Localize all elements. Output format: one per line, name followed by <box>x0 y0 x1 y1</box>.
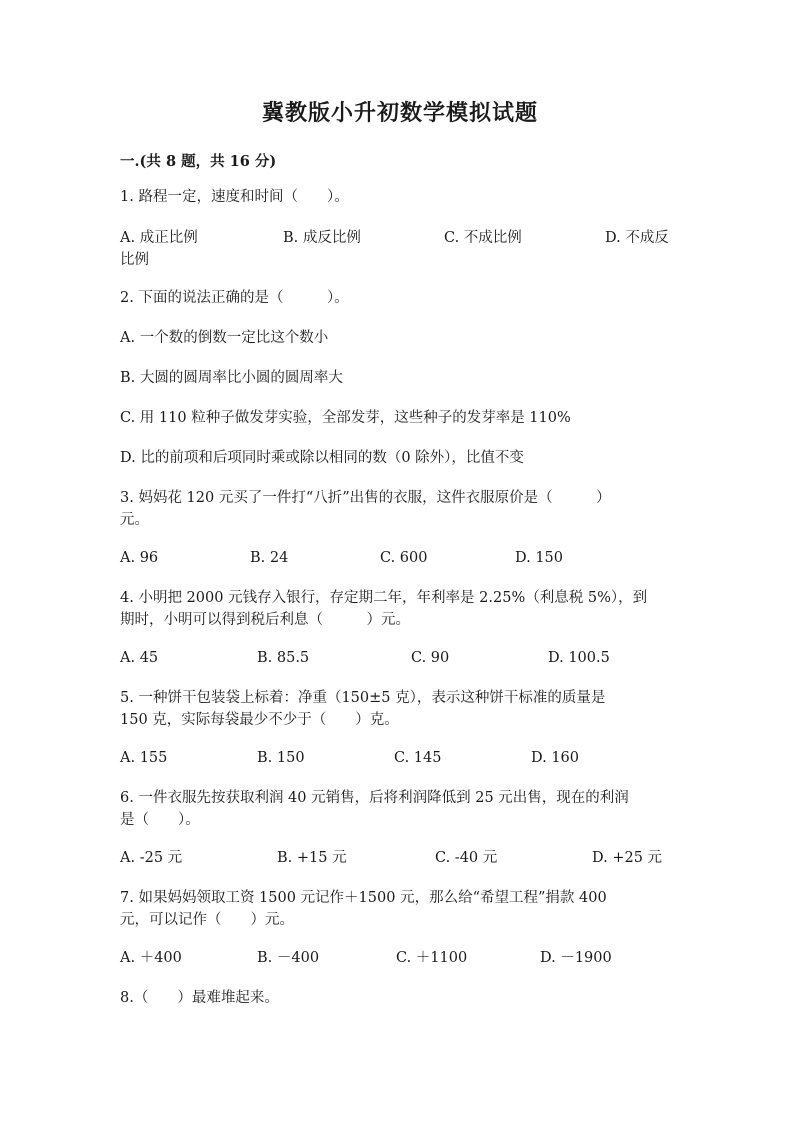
page-title: 冀教版小升初数学模拟试题 <box>261 100 538 126</box>
question-2-option-c: C. 用 110 粒种子做发芽实验，全部发芽，这些种子的发芽率是 110% <box>120 410 571 426</box>
question-2-stem: 2. 下面的说法正确的是（ ）。 <box>120 290 349 306</box>
question-6-stem: 6. 一件衣服先按获取利润 40 元销售，后将利润降低到 25 元出售，现在的利润 <box>120 790 629 806</box>
question-3-stem: 3. 妈妈花 120 元买了一件打“八折”出售的衣服，这件衣服原价是（ ） <box>120 490 611 506</box>
question-6-stem-continued: 是（ ）。 <box>120 812 200 828</box>
question-6-option-b: B. +15 元 <box>277 850 347 866</box>
section-heading: 一.(共 8 题，共 16 分) <box>120 153 277 170</box>
question-3-option-d: D. 150 <box>515 550 564 566</box>
question-1-option-b: B. 成反比例 <box>283 230 361 246</box>
question-2-option-b: B. 大圆的圆周率比小圆的圆周率大 <box>120 370 343 386</box>
question-5-stem: 5. 一种饼干包装袋上标着：净重（150±5 克），表示这种饼干标准的质量是 <box>120 690 606 706</box>
question-1-stem: 1. 路程一定，速度和时间（ ）。 <box>120 189 349 205</box>
question-6-option-a: A. -25 元 <box>120 850 183 866</box>
question-2-option-d: D. 比的前项和后项同时乘或除以相同的数（0 除外），比值不变 <box>120 450 524 466</box>
question-6-option-d: D. +25 元 <box>592 850 663 866</box>
question-4-option-a: A. 45 <box>120 650 159 666</box>
question-3-option-c: C. 600 <box>380 550 428 566</box>
question-3-stem-continued: 元。 <box>120 512 149 528</box>
question-3-option-b: B. 24 <box>250 550 289 566</box>
question-4-stem: 4. 小明把 2000 元钱存入银行，存定期二年，年利率是 2.25%（利息税 5%），到 <box>120 590 648 606</box>
question-5-option-c: C. 145 <box>394 750 442 766</box>
question-1-option-a: A. 成正比例 <box>120 230 198 246</box>
question-6-option-c: C. -40 元 <box>435 850 498 866</box>
question-5-option-a: A. 155 <box>120 750 168 766</box>
question-4-option-c: C. 90 <box>411 650 450 666</box>
question-7-stem: 7. 如果妈妈领取工资 1500 元记作＋1500 元，那么给“希望工程”捐款 400 <box>120 890 607 906</box>
question-8-stem: 8.（ ）最难堆起来。 <box>120 990 279 1006</box>
question-1-option-d-continued: 比例 <box>120 252 149 268</box>
question-4-option-b: B. 85.5 <box>257 650 310 666</box>
question-4-stem-continued: 期时，小明可以得到税后利息（ ）元。 <box>120 612 410 628</box>
question-7-option-d: D. －1900 <box>540 950 612 966</box>
question-1-option-c: C. 不成比例 <box>444 230 522 246</box>
question-5-stem-continued: 150 克，实际每袋最少不少于（ ）克。 <box>120 712 399 728</box>
question-7-option-a: A. ＋400 <box>120 950 182 966</box>
question-7-option-c: C. ＋1100 <box>396 950 468 966</box>
question-1-option-d: D. 不成反 <box>605 230 669 246</box>
question-5-option-d: D. 160 <box>531 750 580 766</box>
question-4-option-d: D. 100.5 <box>548 650 610 666</box>
question-3-option-a: A. 96 <box>120 550 159 566</box>
question-2-option-a: A. 一个数的倒数一定比这个数小 <box>120 330 329 346</box>
question-7-option-b: B. －400 <box>257 950 320 966</box>
question-5-option-b: B. 150 <box>257 750 305 766</box>
question-7-stem-continued: 元，可以记作（ ）元。 <box>120 912 294 928</box>
